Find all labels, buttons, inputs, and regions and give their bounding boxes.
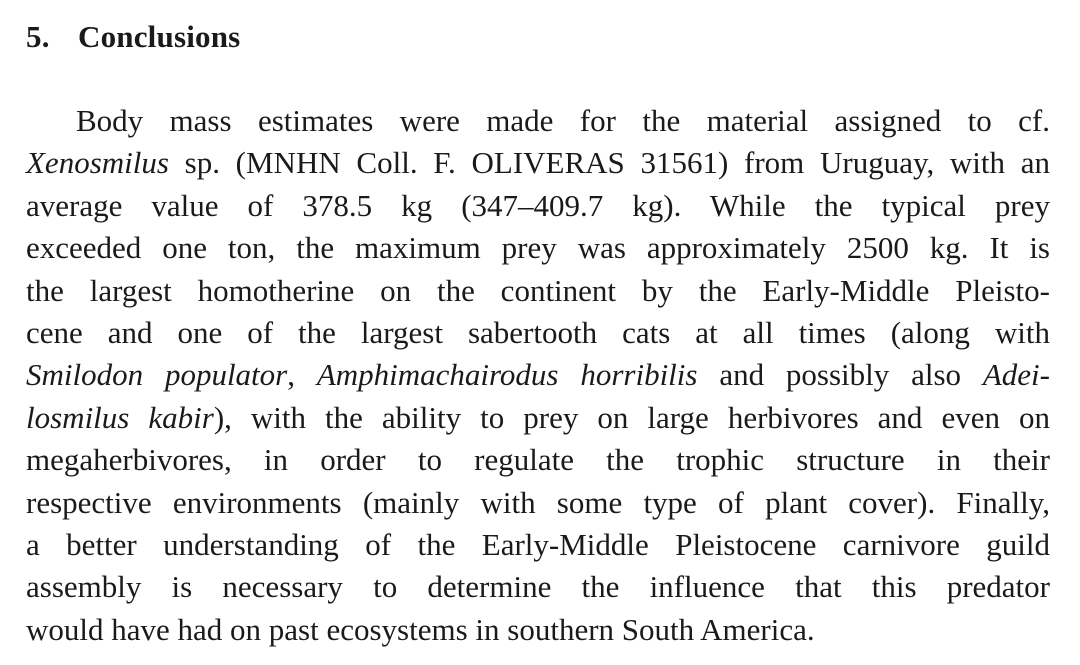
text-run: sp. (MNHN Coll. F. OLIVERAS 31561) from Uruguay, with an (168, 145, 1050, 181)
text-run: megaherbivores, in order to regulate the trophic structure in their (26, 442, 1050, 478)
text-run: respective environments (mainly with some type of plant cover). Finally, (26, 484, 1050, 520)
text-run: exceeded one ton, the maximum prey was approximately 2500 kg. It is (26, 230, 1050, 266)
text-run: the largest homotherine on the continent by the Early-Middle Pleisto- (26, 272, 1050, 308)
text-run: , (287, 357, 317, 393)
italic-taxon-name: Xenosmilus (26, 145, 169, 181)
italic-taxon-name: Adei- (982, 357, 1050, 393)
text-run: and possibly also (697, 357, 983, 393)
section-title: Conclusions (78, 19, 241, 54)
paragraph-line (26, 185, 1050, 227)
paragraph-line (26, 270, 1050, 312)
text-run: would have had on past ecosystems in southern South America. (26, 611, 815, 647)
italic-taxon-name: losmilus kabir (26, 399, 214, 435)
text-run: average value of 378.5 kg (347–409.7 kg). While the typical prey (26, 187, 1050, 223)
paragraph-line (26, 524, 1050, 566)
conclusions-paragraph (26, 100, 1050, 651)
paragraph-line (26, 397, 1050, 439)
text-run: a better understanding of the Early-Middle Pleistocene carnivore guild (26, 527, 1050, 563)
paragraph-line (26, 609, 1050, 651)
italic-taxon-name: Smilodon populator (26, 357, 288, 393)
italic-taxon-name: Amphimachairodus horribilis (316, 357, 698, 393)
paragraph-line (26, 312, 1050, 354)
paragraph-line (26, 142, 1050, 184)
text-run: ), with the ability to prey on large herbivores and even on (213, 399, 1050, 435)
paragraph-line (26, 100, 1050, 142)
document-page (26, 0, 1050, 651)
paragraph-line (26, 354, 1050, 396)
section-heading (26, 0, 1050, 58)
text-run: Body mass estimates were made for the material assigned to cf. (76, 103, 1050, 138)
paragraph-line (26, 439, 1050, 481)
section-number: 5. (26, 19, 50, 54)
paragraph-line (26, 227, 1050, 269)
text-run: assembly is necessary to determine the influence that this predator (26, 569, 1050, 605)
paragraph-line (26, 482, 1050, 524)
paragraph-line (26, 566, 1050, 608)
text-run: cene and one of the largest sabertooth cats at all times (along with (26, 315, 1050, 351)
